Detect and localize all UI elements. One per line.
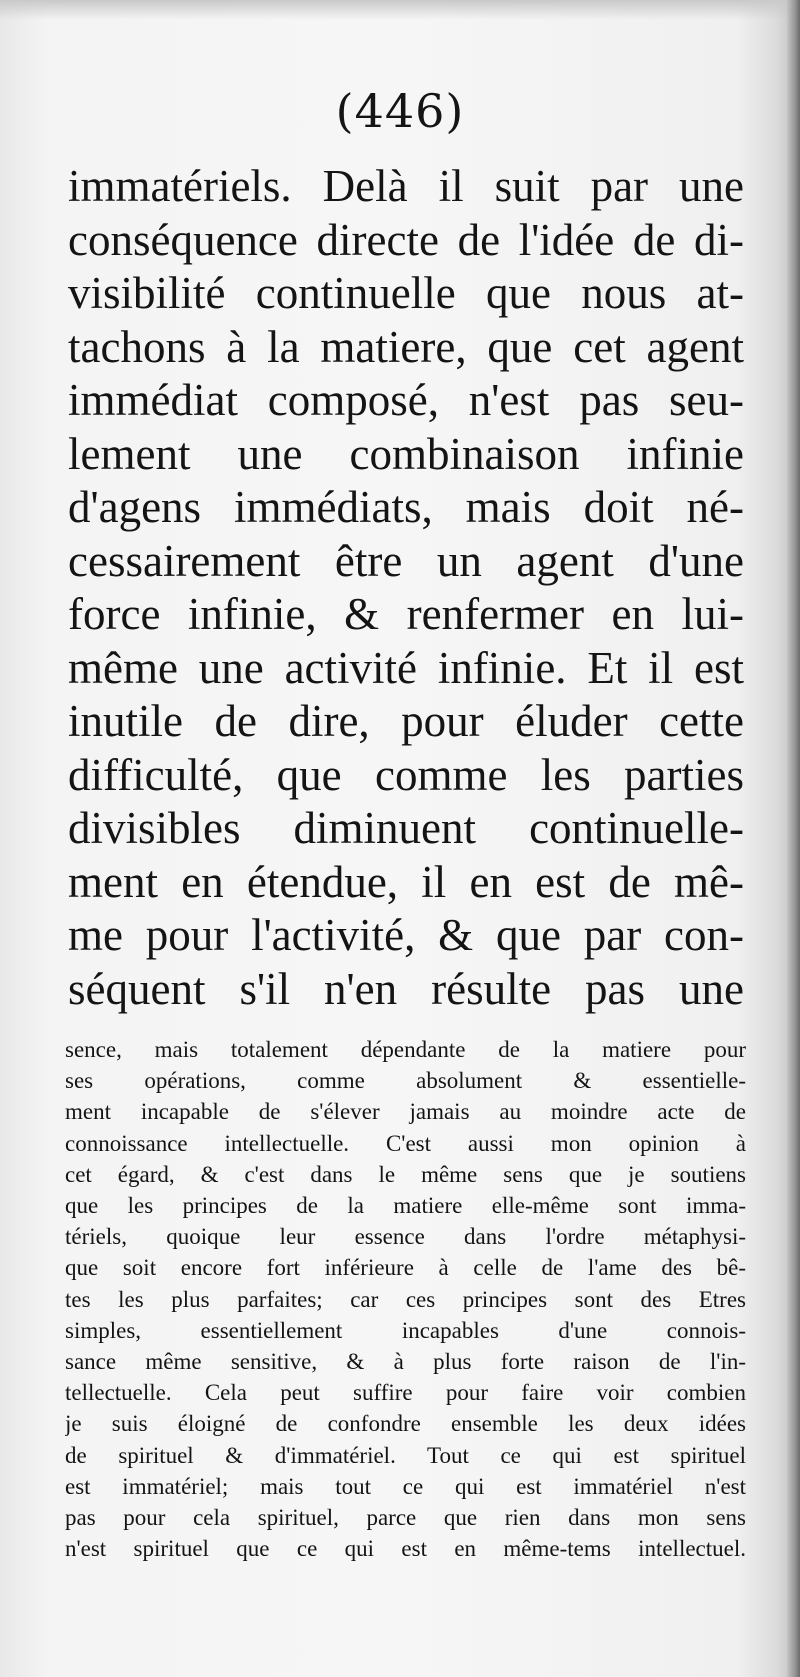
- main-text-line: divisibles diminuent continuelle-: [68, 803, 744, 853]
- footnote-line: connoissance intellectuelle. C'est aussi mon opinion à: [65, 1130, 746, 1156]
- footnote-line: de spirituel & d'immatériel. Tout ce qui est spirituel: [65, 1442, 746, 1468]
- main-text-line: tachons à la matiere, que cet agent: [68, 321, 744, 372]
- footnote-line: tellectuelle. Cela peut suffire pour faire voir combien: [65, 1380, 746, 1406]
- main-text-block: [68, 160, 744, 1016]
- footnote-line: tes les plus parfaites; car ces principes sont des Etres: [65, 1286, 746, 1312]
- main-text-line: conséquence directe de l'idée de di-: [68, 214, 744, 265]
- footnote-line: sance même sensitive, & à plus forte raison de l'in-: [65, 1349, 746, 1375]
- footnote-text-block: [65, 1034, 746, 1564]
- main-text-line: inutile de dire, pour éluder cette: [68, 696, 744, 746]
- footnote-line: cet égard, & c'est dans le même sens que je soutiens: [65, 1161, 746, 1187]
- main-text-line: d'agens immédiats, mais doit né-: [68, 482, 744, 532]
- page-number: (446): [335, 84, 465, 138]
- main-text-line: force infinie, & renfermer en lui-: [68, 589, 744, 639]
- main-text-line: visibilité continuelle que nous at-: [68, 268, 744, 318]
- footnote-line: que soit encore fort inférieure à celle de l'ame des bê-: [65, 1255, 746, 1281]
- footnote-line: sence, mais totalement dépendante de la matiere pour: [65, 1037, 746, 1062]
- main-text-line: cessairement être un agent d'une: [68, 535, 744, 586]
- footnote-line: ses opérations, comme absolument & essentielle-: [65, 1068, 746, 1094]
- page-binding-edge: [786, 0, 800, 1677]
- footnote-line: est immatériel; mais tout ce qui est immatériel n'est: [65, 1473, 746, 1499]
- footnote-line: simples, essentiellement incapables d'une connois-: [65, 1317, 746, 1343]
- main-text-line: immatériels. Delà il suit par une: [68, 161, 744, 211]
- footnote-line: tériels, quoique leur essence dans l'ordre métaphysi-: [65, 1224, 746, 1250]
- main-text-line: me pour l'activité, & que par con-: [68, 910, 744, 960]
- main-text-line: immédiat composé, n'est pas seu-: [68, 375, 744, 425]
- main-text-line: séquent s'il n'en résulte pas une: [68, 963, 744, 1014]
- footnote-line: n'est spirituel que ce qui est en même-tems intellectuel.: [65, 1536, 746, 1562]
- footnote-line: que les principes de la matiere elle-même sont imma-: [65, 1193, 746, 1219]
- footnote-line: je suis éloigné de confondre ensemble les deux idées: [65, 1411, 746, 1437]
- main-text-line: même une activité infinie. Et il est: [68, 642, 744, 693]
- main-text-line: lement une combinaison infinie: [68, 428, 744, 479]
- footnote-line: ment incapable de s'élever jamais au moindre acte de: [65, 1099, 746, 1125]
- main-text-line: difficulté, que comme les parties: [68, 749, 744, 800]
- main-text-line: ment en étendue, il en est de mê-: [68, 856, 744, 907]
- page-top-shadow: [0, 0, 800, 20]
- footnote-line: pas pour cela spirituel, parce que rien dans mon sens: [65, 1505, 746, 1531]
